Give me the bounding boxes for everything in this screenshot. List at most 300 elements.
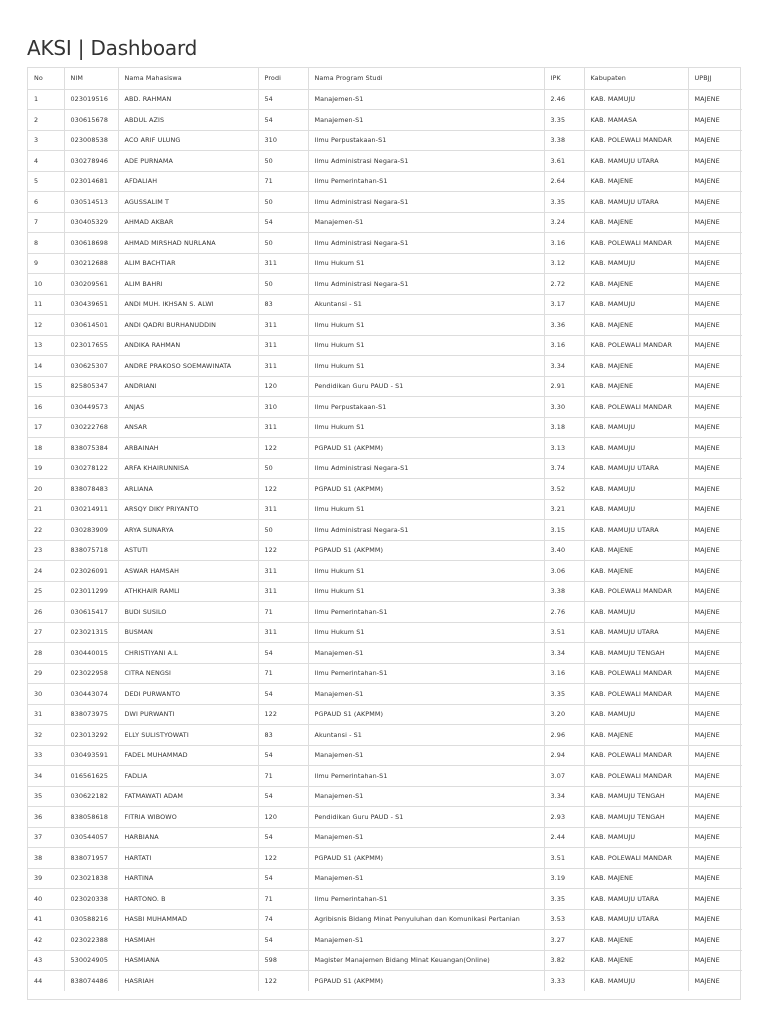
cell-ipk: 3.30 xyxy=(544,397,584,418)
cell-nim: 838075718 xyxy=(64,540,118,561)
cell-prodi: 311 xyxy=(258,561,308,582)
cell-prodi: 50 xyxy=(258,192,308,213)
table-row[interactable] xyxy=(28,909,742,930)
cell-nama-mahasiswa: DEDI PURWANTO xyxy=(118,684,258,705)
cell-nama-program-studi: Ilmu Hukum S1 xyxy=(308,315,544,336)
cell-prodi: 54 xyxy=(258,745,308,766)
cell-nama-program-studi: Manajemen-S1 xyxy=(308,786,544,807)
cell-prodi: 54 xyxy=(258,212,308,233)
cell-nama-mahasiswa: FATMAWATI ADAM xyxy=(118,786,258,807)
cell-upbjj: MAJENE xyxy=(688,171,742,192)
cell-kabupaten: KAB. POLEWALI MANDAR xyxy=(584,745,688,766)
cell-nim: 023021315 xyxy=(64,622,118,643)
cell-upbjj: MAJENE xyxy=(688,417,742,438)
cell-prodi: 311 xyxy=(258,253,308,274)
cell-no: 26 xyxy=(28,602,64,623)
cell-nama-program-studi: Manajemen-S1 xyxy=(308,212,544,233)
cell-ipk: 3.38 xyxy=(544,130,584,151)
table-row[interactable] xyxy=(28,253,742,274)
cell-prodi: 310 xyxy=(258,397,308,418)
cell-ipk: 3.17 xyxy=(544,294,584,315)
table-row[interactable] xyxy=(28,397,742,418)
cell-nama-program-studi: Ilmu Pemerintahan-S1 xyxy=(308,663,544,684)
cell-ipk: 3.07 xyxy=(544,766,584,787)
cell-ipk: 3.34 xyxy=(544,786,584,807)
cell-kabupaten: KAB. POLEWALI MANDAR xyxy=(584,766,688,787)
table-row[interactable] xyxy=(28,725,742,746)
cell-nama-mahasiswa: HARTINA xyxy=(118,868,258,889)
cell-no: 14 xyxy=(28,356,64,377)
cell-nama-program-studi: Manajemen-S1 xyxy=(308,930,544,951)
table-row[interactable] xyxy=(28,356,742,377)
table-row[interactable] xyxy=(28,376,742,397)
cell-prodi: 54 xyxy=(258,684,308,705)
cell-no: 11 xyxy=(28,294,64,315)
cell-nim: 023026091 xyxy=(64,561,118,582)
cell-prodi: 71 xyxy=(258,602,308,623)
table-row[interactable] xyxy=(28,499,742,520)
table-row[interactable] xyxy=(28,581,742,602)
table-row[interactable] xyxy=(28,643,742,664)
table-row[interactable] xyxy=(28,294,742,315)
cell-nim: 838071957 xyxy=(64,848,118,869)
cell-nama-program-studi: PGPAUD S1 (AKPMM) xyxy=(308,971,544,992)
cell-nim: 030214911 xyxy=(64,499,118,520)
table-row[interactable] xyxy=(28,950,742,971)
column-header-nama-mahasiswa[interactable]: Nama Mahasiswa xyxy=(118,68,258,89)
table-row[interactable] xyxy=(28,110,742,131)
cell-no: 16 xyxy=(28,397,64,418)
cell-upbjj: MAJENE xyxy=(688,438,742,459)
cell-upbjj: MAJENE xyxy=(688,786,742,807)
cell-nama-program-studi: Ilmu Hukum S1 xyxy=(308,417,544,438)
cell-kabupaten: KAB. MAMASA xyxy=(584,110,688,131)
cell-nim: 030625307 xyxy=(64,356,118,377)
cell-no: 12 xyxy=(28,315,64,336)
cell-nama-program-studi: Ilmu Hukum S1 xyxy=(308,253,544,274)
cell-nim: 030278122 xyxy=(64,458,118,479)
cell-prodi: 122 xyxy=(258,704,308,725)
cell-nim: 030514513 xyxy=(64,192,118,213)
cell-kabupaten: KAB. MAJENE xyxy=(584,171,688,192)
cell-ipk: 3.51 xyxy=(544,622,584,643)
table-row[interactable] xyxy=(28,766,742,787)
cell-prodi: 71 xyxy=(258,889,308,910)
table-row[interactable] xyxy=(28,745,742,766)
cell-prodi: 54 xyxy=(258,786,308,807)
cell-upbjj: MAJENE xyxy=(688,130,742,151)
table-row[interactable] xyxy=(28,458,742,479)
column-header-nama-program-studi[interactable]: Nama Program Studi xyxy=(308,68,544,89)
cell-prodi: 598 xyxy=(258,950,308,971)
cell-nama-program-studi: Pendidikan Guru PAUD - S1 xyxy=(308,376,544,397)
cell-upbjj: MAJENE xyxy=(688,376,742,397)
cell-kabupaten: KAB. POLEWALI MANDAR xyxy=(584,684,688,705)
cell-no: 19 xyxy=(28,458,64,479)
cell-prodi: 122 xyxy=(258,971,308,992)
cell-nim: 030439651 xyxy=(64,294,118,315)
cell-kabupaten: KAB. MAMUJU UTARA xyxy=(584,520,688,541)
cell-nama-mahasiswa: ANJAS xyxy=(118,397,258,418)
cell-prodi: 54 xyxy=(258,110,308,131)
cell-nama-mahasiswa: FADEL MUHAMMAD xyxy=(118,745,258,766)
table-row[interactable] xyxy=(28,274,742,295)
cell-nama-program-studi: Manajemen-S1 xyxy=(308,868,544,889)
cell-nim: 023017655 xyxy=(64,335,118,356)
cell-nama-mahasiswa: ANSAR xyxy=(118,417,258,438)
cell-nama-program-studi: Ilmu Administrasi Negara-S1 xyxy=(308,458,544,479)
cell-kabupaten: KAB. MAJENE xyxy=(584,950,688,971)
table-row[interactable] xyxy=(28,151,742,172)
page-title: AKSI | Dashboard xyxy=(27,36,198,60)
cell-kabupaten: KAB. POLEWALI MANDAR xyxy=(584,848,688,869)
cell-nama-mahasiswa: ANDRIANI xyxy=(118,376,258,397)
cell-kabupaten: KAB. MAJENE xyxy=(584,561,688,582)
column-header-kabupaten[interactable]: Kabupaten xyxy=(584,68,688,89)
table-row[interactable] xyxy=(28,438,742,459)
cell-nama-program-studi: Manajemen-S1 xyxy=(308,827,544,848)
cell-prodi: 120 xyxy=(258,376,308,397)
cell-nama-program-studi: Ilmu Administrasi Negara-S1 xyxy=(308,151,544,172)
cell-upbjj: MAJENE xyxy=(688,827,742,848)
cell-nama-mahasiswa: FADLIA xyxy=(118,766,258,787)
cell-kabupaten: KAB. MAMUJU UTARA xyxy=(584,458,688,479)
cell-prodi: 122 xyxy=(258,540,308,561)
table-header xyxy=(28,68,742,89)
cell-ipk: 3.24 xyxy=(544,212,584,233)
table-row[interactable] xyxy=(28,602,742,623)
table-row[interactable] xyxy=(28,684,742,705)
cell-upbjj: MAJENE xyxy=(688,356,742,377)
cell-nim: 030615417 xyxy=(64,602,118,623)
cell-no: 4 xyxy=(28,151,64,172)
cell-nim: 838078483 xyxy=(64,479,118,500)
cell-ipk: 3.35 xyxy=(544,889,584,910)
cell-upbjj: MAJENE xyxy=(688,848,742,869)
cell-prodi: 83 xyxy=(258,294,308,315)
cell-no: 35 xyxy=(28,786,64,807)
cell-nim: 023019516 xyxy=(64,89,118,110)
column-header-nim[interactable]: NIM xyxy=(64,68,118,89)
cell-ipk: 3.15 xyxy=(544,520,584,541)
cell-prodi: 311 xyxy=(258,499,308,520)
column-header-prodi[interactable]: Prodi xyxy=(258,68,308,89)
cell-ipk: 3.52 xyxy=(544,479,584,500)
cell-prodi: 311 xyxy=(258,622,308,643)
cell-prodi: 54 xyxy=(258,868,308,889)
cell-nama-program-studi: Manajemen-S1 xyxy=(308,684,544,705)
cell-nama-mahasiswa: ARLIANA xyxy=(118,479,258,500)
cell-upbjj: MAJENE xyxy=(688,520,742,541)
cell-ipk: 3.40 xyxy=(544,540,584,561)
cell-prodi: 120 xyxy=(258,807,308,828)
cell-nama-mahasiswa: ACO ARIF ULUNG xyxy=(118,130,258,151)
cell-nama-program-studi: Ilmu Perpustakaan-S1 xyxy=(308,397,544,418)
cell-kabupaten: KAB. MAMUJU xyxy=(584,253,688,274)
cell-kabupaten: KAB. MAMUJU xyxy=(584,417,688,438)
table-row[interactable] xyxy=(28,417,742,438)
cell-kabupaten: KAB. MAMUJU xyxy=(584,89,688,110)
cell-nim: 030440015 xyxy=(64,643,118,664)
table-row[interactable] xyxy=(28,786,742,807)
cell-upbjj: MAJENE xyxy=(688,253,742,274)
cell-prodi: 311 xyxy=(258,581,308,602)
cell-no: 43 xyxy=(28,950,64,971)
cell-kabupaten: KAB. POLEWALI MANDAR xyxy=(584,130,688,151)
cell-nama-mahasiswa: HASMIANA xyxy=(118,950,258,971)
table-row[interactable] xyxy=(28,848,742,869)
cell-upbjj: MAJENE xyxy=(688,622,742,643)
cell-nim: 030622182 xyxy=(64,786,118,807)
cell-ipk: 3.38 xyxy=(544,581,584,602)
cell-no: 15 xyxy=(28,376,64,397)
cell-nim: 030405329 xyxy=(64,212,118,233)
cell-upbjj: MAJENE xyxy=(688,499,742,520)
cell-nama-mahasiswa: HARTATI xyxy=(118,848,258,869)
cell-ipk: 3.34 xyxy=(544,643,584,664)
column-header-upbjj[interactable]: UPBJJ xyxy=(688,68,742,89)
cell-no: 28 xyxy=(28,643,64,664)
cell-nama-program-studi: Ilmu Administrasi Negara-S1 xyxy=(308,233,544,254)
cell-ipk: 3.74 xyxy=(544,458,584,479)
cell-nama-program-studi: PGPAUD S1 (AKPMM) xyxy=(308,704,544,725)
cell-nim: 023020338 xyxy=(64,889,118,910)
table-row[interactable] xyxy=(28,540,742,561)
cell-ipk: 3.16 xyxy=(544,335,584,356)
cell-nama-mahasiswa: ALIM BACHTIAR xyxy=(118,253,258,274)
cell-upbjj: MAJENE xyxy=(688,335,742,356)
table-row[interactable] xyxy=(28,479,742,500)
cell-nama-program-studi: Akuntansi - S1 xyxy=(308,294,544,315)
cell-nama-mahasiswa: ANDRE PRAKOSO SOEMAWINATA xyxy=(118,356,258,377)
cell-nama-mahasiswa: DWI PURWANTI xyxy=(118,704,258,725)
cell-ipk: 3.35 xyxy=(544,192,584,213)
column-header-no[interactable]: No xyxy=(34,74,43,83)
cell-nama-mahasiswa: HASRIAH xyxy=(118,971,258,992)
cell-nim: 030449573 xyxy=(64,397,118,418)
cell-prodi: 54 xyxy=(258,643,308,664)
cell-no: 25 xyxy=(28,581,64,602)
cell-nim: 825805347 xyxy=(64,376,118,397)
cell-nama-mahasiswa: CITRA NENGSI xyxy=(118,663,258,684)
cell-kabupaten: KAB. POLEWALI MANDAR xyxy=(584,663,688,684)
table-row[interactable] xyxy=(28,130,742,151)
cell-nim: 030588216 xyxy=(64,909,118,930)
cell-upbjj: MAJENE xyxy=(688,397,742,418)
cell-kabupaten: KAB. MAMUJU xyxy=(584,499,688,520)
cell-prodi: 71 xyxy=(258,766,308,787)
cell-kabupaten: KAB. MAMUJU xyxy=(584,827,688,848)
cell-nama-program-studi: PGPAUD S1 (AKPMM) xyxy=(308,848,544,869)
cell-no: 37 xyxy=(28,827,64,848)
cell-nama-mahasiswa: BUSMAN xyxy=(118,622,258,643)
table-row[interactable] xyxy=(28,827,742,848)
cell-nama-program-studi: Ilmu Hukum S1 xyxy=(308,499,544,520)
cell-kabupaten: KAB. POLEWALI MANDAR xyxy=(584,233,688,254)
column-header-ipk[interactable]: IPK xyxy=(544,68,584,89)
cell-kabupaten: KAB. MAJENE xyxy=(584,356,688,377)
cell-nim: 030443074 xyxy=(64,684,118,705)
cell-upbjj: MAJENE xyxy=(688,807,742,828)
cell-upbjj: MAJENE xyxy=(688,540,742,561)
table-row[interactable] xyxy=(28,212,742,233)
cell-nama-mahasiswa: ARYA SUNARYA xyxy=(118,520,258,541)
cell-ipk: 3.06 xyxy=(544,561,584,582)
cell-nama-mahasiswa: ATHKHAIR RAMLI xyxy=(118,581,258,602)
table-row[interactable] xyxy=(28,561,742,582)
cell-ipk: 3.20 xyxy=(544,704,584,725)
cell-kabupaten: KAB. MAJENE xyxy=(584,212,688,233)
cell-kabupaten: KAB. MAMUJU xyxy=(584,704,688,725)
cell-no: 42 xyxy=(28,930,64,951)
cell-nama-mahasiswa: ARBAINAH xyxy=(118,438,258,459)
cell-upbjj: MAJENE xyxy=(688,479,742,500)
cell-kabupaten: KAB. POLEWALI MANDAR xyxy=(584,335,688,356)
cell-no: 9 xyxy=(28,253,64,274)
cell-nama-mahasiswa: FITRIA WIBOWO xyxy=(118,807,258,828)
cell-no: 23 xyxy=(28,540,64,561)
cell-nama-mahasiswa: HARBIANA xyxy=(118,827,258,848)
cell-nama-program-studi: Manajemen-S1 xyxy=(308,89,544,110)
cell-ipk: 3.18 xyxy=(544,417,584,438)
cell-ipk: 3.53 xyxy=(544,909,584,930)
cell-no: 21 xyxy=(28,499,64,520)
cell-kabupaten: KAB. MAJENE xyxy=(584,868,688,889)
cell-kabupaten: KAB. POLEWALI MANDAR xyxy=(584,397,688,418)
table-row[interactable] xyxy=(28,233,742,254)
cell-nama-mahasiswa: ALIM BAHRI xyxy=(118,274,258,295)
cell-prodi: 83 xyxy=(258,725,308,746)
cell-nama-program-studi: Ilmu Pemerintahan-S1 xyxy=(308,889,544,910)
cell-no: 44 xyxy=(28,971,64,992)
cell-kabupaten: KAB. MAMUJU xyxy=(584,971,688,992)
cell-nama-mahasiswa: ASWAR HAMSAH xyxy=(118,561,258,582)
cell-nama-program-studi: Agribisnis Bidang Minat Penyuluhan dan Komunikasi Pertanian xyxy=(308,909,544,930)
cell-nim: 030222768 xyxy=(64,417,118,438)
cell-nama-program-studi: Pendidikan Guru PAUD - S1 xyxy=(308,807,544,828)
cell-kabupaten: KAB. MAMUJU UTARA xyxy=(584,622,688,643)
cell-nim: 838074486 xyxy=(64,971,118,992)
cell-prodi: 50 xyxy=(258,151,308,172)
cell-nama-mahasiswa: ABDUL AZIS xyxy=(118,110,258,131)
cell-nim: 023022388 xyxy=(64,930,118,951)
cell-upbjj: MAJENE xyxy=(688,643,742,664)
cell-upbjj: MAJENE xyxy=(688,110,742,131)
cell-no: 33 xyxy=(28,745,64,766)
cell-nama-program-studi: Ilmu Administrasi Negara-S1 xyxy=(308,520,544,541)
cell-upbjj: MAJENE xyxy=(688,909,742,930)
table-row[interactable] xyxy=(28,971,742,992)
cell-ipk: 2.93 xyxy=(544,807,584,828)
cell-kabupaten: KAB. MAMUJU TENGAH xyxy=(584,786,688,807)
cell-nama-mahasiswa: ANDI MUH. IKHSAN S. ALWI xyxy=(118,294,258,315)
cell-nama-mahasiswa: ARFA KHAIRUNNISA xyxy=(118,458,258,479)
cell-upbjj: MAJENE xyxy=(688,212,742,233)
cell-ipk: 3.13 xyxy=(544,438,584,459)
cell-upbjj: MAJENE xyxy=(688,192,742,213)
table-row[interactable] xyxy=(28,520,742,541)
cell-no: 30 xyxy=(28,684,64,705)
cell-nim: 030615678 xyxy=(64,110,118,131)
cell-nama-mahasiswa: HASBI MUHAMMAD xyxy=(118,909,258,930)
cell-no: 34 xyxy=(28,766,64,787)
cell-no: 13 xyxy=(28,335,64,356)
cell-no: 8 xyxy=(28,233,64,254)
table-row[interactable] xyxy=(28,704,742,725)
cell-nim: 030618698 xyxy=(64,233,118,254)
cell-ipk: 2.94 xyxy=(544,745,584,766)
cell-nim: 023008538 xyxy=(64,130,118,151)
cell-upbjj: MAJENE xyxy=(688,315,742,336)
cell-ipk: 3.36 xyxy=(544,315,584,336)
cell-no: 2 xyxy=(28,110,64,131)
cell-ipk: 3.34 xyxy=(544,356,584,377)
table-row[interactable] xyxy=(28,930,742,951)
cell-nim: 023013292 xyxy=(64,725,118,746)
cell-nama-mahasiswa: ANDI QADRI BURHANUDDIN xyxy=(118,315,258,336)
cell-nama-program-studi: Manajemen-S1 xyxy=(308,643,544,664)
table-row[interactable] xyxy=(28,335,742,356)
cell-kabupaten: KAB. MAMUJU UTARA xyxy=(584,889,688,910)
cell-prodi: 54 xyxy=(258,89,308,110)
table-row[interactable] xyxy=(28,868,742,889)
cell-no: 24 xyxy=(28,561,64,582)
cell-no: 38 xyxy=(28,848,64,869)
cell-upbjj: MAJENE xyxy=(688,89,742,110)
cell-nama-program-studi: Magister Manajemen Bidang Minat Keuangan(Online) xyxy=(308,950,544,971)
table-row[interactable] xyxy=(28,89,742,110)
cell-no: 39 xyxy=(28,868,64,889)
cell-kabupaten: KAB. MAMUJU xyxy=(584,602,688,623)
cell-ipk: 2.44 xyxy=(544,827,584,848)
cell-nama-program-studi: Manajemen-S1 xyxy=(308,110,544,131)
cell-prodi: 71 xyxy=(258,663,308,684)
cell-nim: 030209561 xyxy=(64,274,118,295)
cell-prodi: 50 xyxy=(258,458,308,479)
cell-upbjj: MAJENE xyxy=(688,766,742,787)
student-table xyxy=(28,68,742,991)
cell-ipk: 3.82 xyxy=(544,950,584,971)
cell-kabupaten: KAB. MAMUJU UTARA xyxy=(584,192,688,213)
cell-nama-program-studi: Ilmu Hukum S1 xyxy=(308,335,544,356)
cell-prodi: 122 xyxy=(258,479,308,500)
cell-ipk: 2.76 xyxy=(544,602,584,623)
cell-nama-mahasiswa: AFDALIAH xyxy=(118,171,258,192)
cell-prodi: 74 xyxy=(258,909,308,930)
cell-upbjj: MAJENE xyxy=(688,971,742,992)
cell-ipk: 2.91 xyxy=(544,376,584,397)
table-row[interactable] xyxy=(28,889,742,910)
table-row[interactable] xyxy=(28,622,742,643)
cell-upbjj: MAJENE xyxy=(688,602,742,623)
table-row[interactable] xyxy=(28,192,742,213)
cell-prodi: 54 xyxy=(258,930,308,951)
cell-upbjj: MAJENE xyxy=(688,930,742,951)
table-row[interactable] xyxy=(28,171,742,192)
cell-nama-program-studi: Manajemen-S1 xyxy=(308,745,544,766)
table-row[interactable] xyxy=(28,315,742,336)
cell-no: 5 xyxy=(28,171,64,192)
table-row[interactable] xyxy=(28,807,742,828)
cell-ipk: 3.33 xyxy=(544,971,584,992)
cell-no: 29 xyxy=(28,663,64,684)
table-row[interactable] xyxy=(28,663,742,684)
cell-prodi: 311 xyxy=(258,335,308,356)
cell-nim: 023022958 xyxy=(64,663,118,684)
cell-nim: 030283909 xyxy=(64,520,118,541)
cell-nama-program-studi: Ilmu Administrasi Negara-S1 xyxy=(308,274,544,295)
cell-kabupaten: KAB. MAMUJU UTARA xyxy=(584,151,688,172)
